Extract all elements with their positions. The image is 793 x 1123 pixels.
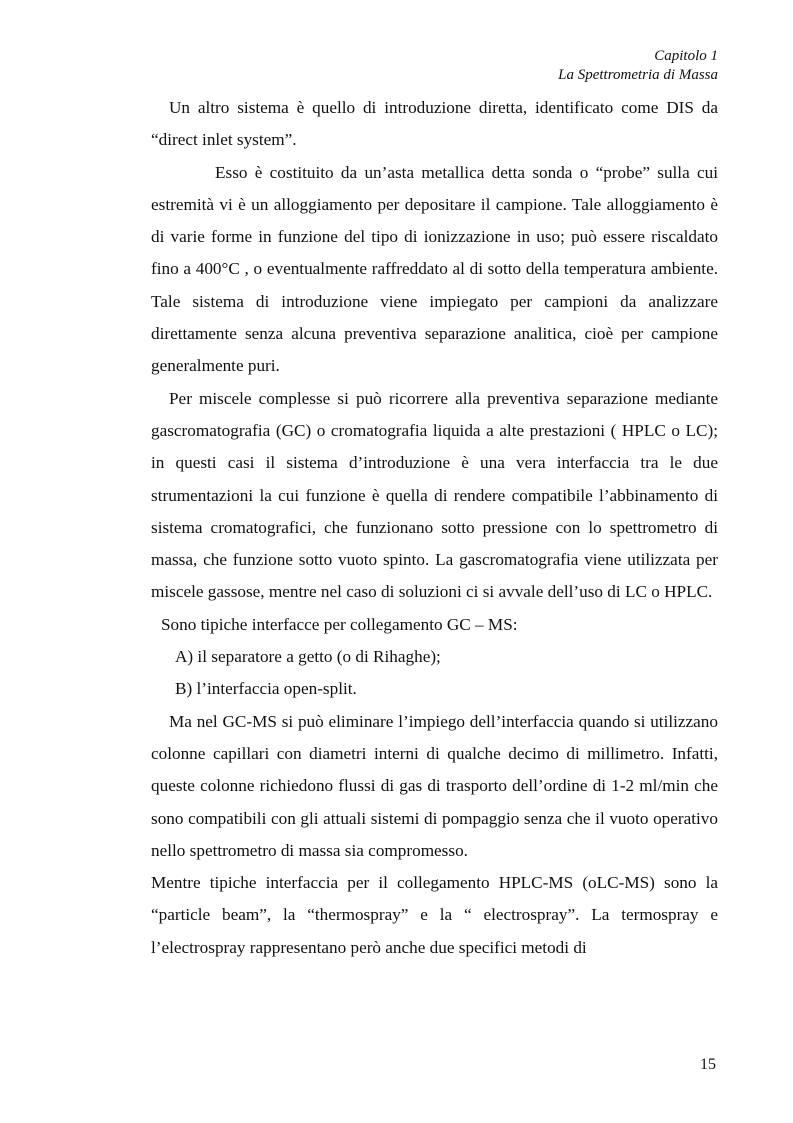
list-item-separator: A) il separatore a getto (o di Rihaghe);	[175, 647, 441, 667]
paragraph-hplc-ms: Mentre tipiche interfaccia per il collegamento HPLC-MS (oLC-MS) sono la “particle beam”, la “thermospray” e la “ electrospray”. La termospray e l’electrospray rappresentano però anche due specifici metodi di	[151, 873, 718, 957]
chapter-label: Capitolo 1	[654, 48, 718, 64]
page-body	[151, 92, 718, 964]
paragraph-separation: Per miscele complesse si può ricorrere alla preventiva separazione mediante gascromatografia (GC) o cromatografia liquida a alte prestazioni ( HPLC o LC); in questi casi il sistema d’introduzione è una vera interfaccia tra le due strumentazioni la cui funzione è quella di rendere compatibile l’abbinamento di sistema cromatografici, che funzionano sotto pressione con lo spettrometro di massa, che funzione sotto vuoto spinto. La gascromatografia viene utilizzata per miscele gassose, mentre nel caso di soluzioni ci si avvale dell’uso di LC o HPLC.	[151, 388, 718, 602]
paragraph-interfaces-intro: Sono tipiche interfacce per collegamento GC – MS:	[161, 614, 518, 634]
page-number: 15	[700, 1056, 716, 1073]
paragraph-dis: Un altro sistema è quello di introduzione diretta, identificato come DIS da “direct inlet system”.	[151, 98, 718, 150]
chapter-title: La Spettrometria di Massa	[558, 67, 718, 83]
list-item-open-split: B) l’interfaccia open-split.	[175, 679, 357, 699]
paragraph-capillary: Ma nel GC-MS si può eliminare l’impiego dell’interfaccia quando si utilizzano colonne capillari con diametri interni di qualche decimo di millimetro. Infatti, queste colonne richiedono flussi di gas di trasporto dell’ordine di 1-2 ml/min che sono compatibili con gli attuali sistemi di pompaggio senza che il vuoto operativo nello spettrometro di massa sia compromesso.	[151, 711, 718, 860]
paragraph-probe: Esso è costituito da un’asta metallica detta sonda o “probe” sulla cui estremità vi è un alloggiamento per depositare il campione. Tale alloggiamento è di varie forme in funzione del tipo di ionizzazione in uso; può essere riscaldato fino a 400°C , o eventualmente raffreddato al di sotto della temperatura ambiente. Tale sistema di introduzione viene impiegato per campioni da analizzare direttamente senza alcuna preventiva separazione analitica, cioè per campione generalmente puri.	[151, 162, 718, 376]
running-header	[558, 47, 718, 85]
